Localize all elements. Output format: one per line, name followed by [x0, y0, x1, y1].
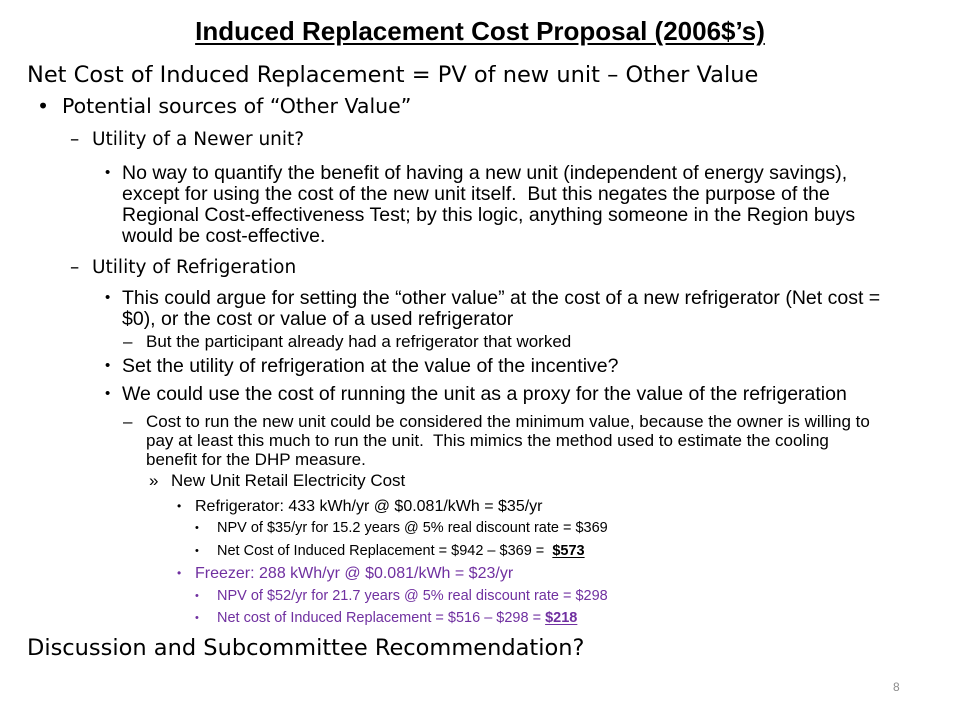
argue-line: $0), or the cost or value of a used refrigerator — [122, 308, 514, 330]
slide-title: Induced Replacement Cost Proposal (2006$’s) — [195, 16, 765, 46]
bullet-icon: • — [105, 164, 111, 181]
newer-unit-point-line: would be cost-effective. — [122, 225, 326, 247]
other-value-sources: Potential sources of “Other Value” — [62, 94, 412, 118]
dash-icon: – — [70, 257, 80, 278]
refrigerator-net-cost-label: Net Cost of Induced Replacement = $942 – $369 = — [217, 543, 553, 559]
dash-icon: – — [70, 129, 80, 150]
bullet-icon: • — [105, 357, 111, 374]
freezer-npv: NPV of $52/yr for 21.7 years @ 5% real discount rate = $298 — [217, 588, 608, 604]
bullet-icon: • — [177, 499, 182, 513]
running-cost-note-line: Cost to run the new unit could be considered the minimum value, because the owner is willing to — [146, 412, 870, 431]
freezer-net-cost — [217, 609, 577, 627]
running-cost-note-line: benefit for the DHP measure. — [146, 450, 366, 469]
closing-question: Discussion and Subcommittee Recommendation? — [27, 635, 585, 661]
chevron-icon: » — [149, 471, 159, 490]
newer-unit-heading: Utility of a Newer unit? — [92, 129, 305, 150]
newer-unit-point-line: except for using the cost of the new unit itself. But this negates the purpose of the — [122, 183, 830, 205]
bullet-icon: • — [105, 385, 111, 402]
retail-cost-heading: New Unit Retail Electricity Cost — [171, 471, 406, 490]
argue-note: But the participant already had a refrigerator that worked — [146, 332, 572, 351]
refrigeration-heading: Utility of Refrigeration — [92, 257, 297, 278]
bullet-icon: • — [37, 94, 50, 118]
refrigerator-net-cost-value: $573 — [552, 543, 585, 559]
incentive-point: Set the utility of refrigeration at the value of the incentive? — [122, 355, 619, 377]
bullet-icon: • — [105, 289, 111, 306]
argue-line: This could argue for setting the “other value” at the cost of a new refrigerator (Net cost = — [122, 287, 881, 309]
refrigerator-npv: NPV of $35/yr for 15.2 years @ 5% real discount rate = $369 — [217, 520, 608, 536]
bullet-icon: • — [177, 566, 182, 580]
net-cost-definition: Net Cost of Induced Replacement = PV of new unit – Other Value — [27, 62, 759, 88]
running-cost-note-line: pay at least this much to run the unit. This mimics the method used to estimate the cooling — [146, 431, 829, 450]
dash-icon: – — [123, 412, 133, 431]
refrigerator-net-cost — [217, 542, 585, 560]
dash-icon: – — [123, 332, 133, 351]
bullet-icon: • — [195, 522, 199, 534]
freezer-net-cost-label: Net cost of Induced Replacement = $516 – $298 = — [217, 610, 546, 626]
running-cost-point: We could use the cost of running the unit as a proxy for the value of the refrigeration — [122, 383, 847, 405]
newer-unit-point-line: No way to quantify the benefit of having a new unit (independent of energy savings), — [122, 162, 848, 184]
freezer-usage: Freezer: 288 kWh/yr @ $0.081/kWh = $23/yr — [195, 565, 514, 582]
newer-unit-point-line: Regional Cost-effectiveness Test; by this logic, anything someone in the Region buys — [122, 204, 856, 226]
freezer-net-cost-value: $218 — [545, 610, 578, 626]
refrigerator-usage: Refrigerator: 433 kWh/yr @ $0.081/kWh = $35/yr — [195, 498, 543, 515]
bullet-icon: • — [195, 590, 199, 602]
page-number: 8 — [893, 680, 900, 694]
bullet-icon: • — [195, 612, 199, 624]
bullet-icon: • — [195, 545, 199, 557]
